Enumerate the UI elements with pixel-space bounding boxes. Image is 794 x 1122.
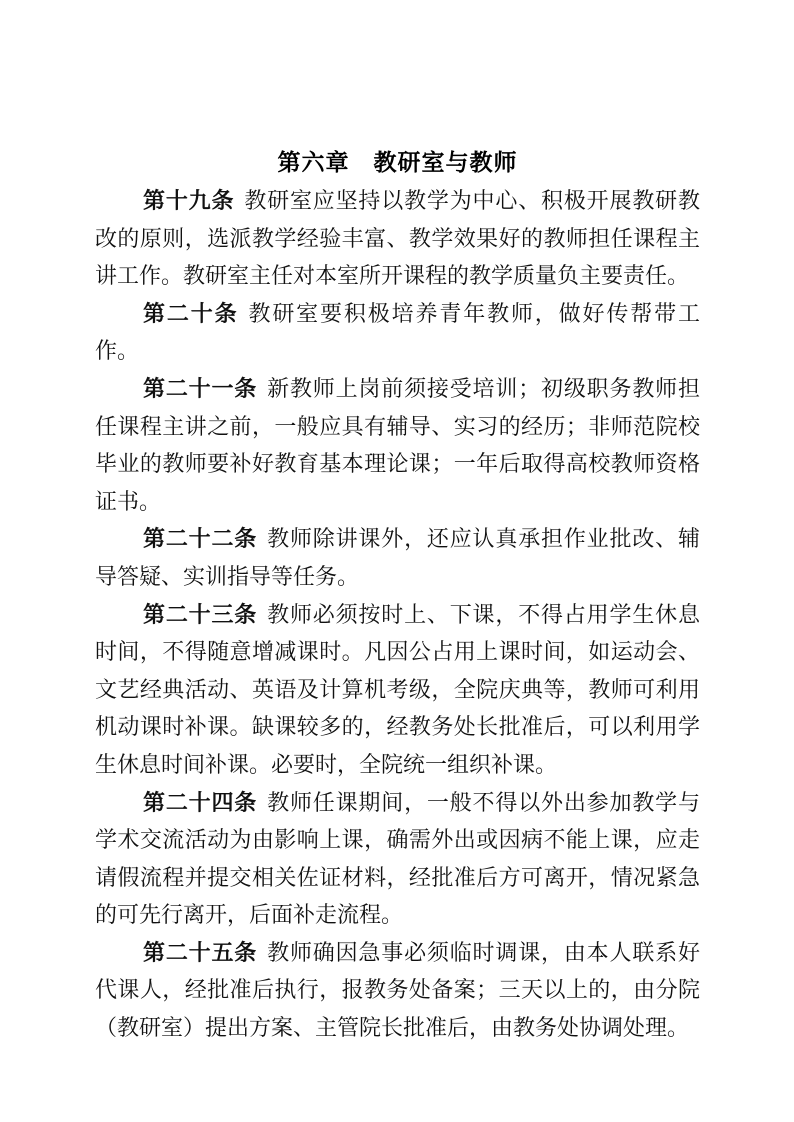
- article-text: 教师任课期间，一般不得以外出参加教学与学术交流活动为由影响上课，确需外出或因病不能上课，应走请假流程并提交相关佐证材料，经批准后方可离开，情况紧急的可先行离开，后面补走流程。: [95, 789, 700, 928]
- article-number: 第二十三条: [143, 601, 258, 627]
- article-text: 教研室应坚持以教学为中心、积极开展教研教改的原则，选派教学经验丰富、教学效果好的教师担任课程主讲工作。教研室主任对本室所开课程的教学质量负主要责任。: [95, 188, 700, 289]
- article-number: 第二十四条: [143, 789, 258, 815]
- article-paragraph: [95, 596, 700, 784]
- article-text: 教师必须按时上、下课，不得占用学生休息时间，不得随意增减课时。凡因公占用上课时间，如运动会、文艺经典活动、英语及计算机考级，全院庆典等，教师可利用机动课时补课。缺课较多的，经教务处长批准后，可以利用学生休息时间补课。必要时，全院统一组织补课。: [95, 601, 700, 777]
- article-paragraph: [95, 784, 700, 934]
- chapter-title: 第六章 教研室与教师: [277, 149, 518, 175]
- article-number: 第二十五条: [143, 939, 258, 965]
- article-text: 新教师上岗前须接受培训；初级职务教师担任课程主讲之前，一般应具有辅导、实习的经历；非师范院校毕业的教师要补好教育基本理论课；一年后取得高校教师资格证书。: [95, 375, 700, 514]
- article-text: 教研室要积极培养青年教师，做好传帮带工作。: [95, 300, 700, 364]
- article-paragraph: [95, 295, 700, 370]
- article-paragraph: [95, 182, 700, 295]
- article-number: 第二十条: [143, 300, 239, 326]
- article-text: 教师确因急事必须临时调课，由本人联系好代课人，经批准后执行，报教务处备案；三天以上的，由分院（教研室）提出方案、主管院长批准后，由教务处协调处理。: [95, 939, 700, 1041]
- article-number: 第二十一条: [143, 375, 258, 401]
- article-paragraph: [95, 370, 700, 520]
- article-number: 第十九条: [143, 188, 235, 213]
- article-paragraph: [95, 520, 700, 595]
- article-number: 第二十二条: [143, 526, 258, 552]
- article-paragraph: [95, 934, 700, 1047]
- article-text: 教师除讲课外，还应认真承担作业批改、辅导答疑、实训指导等任务。: [95, 526, 700, 589]
